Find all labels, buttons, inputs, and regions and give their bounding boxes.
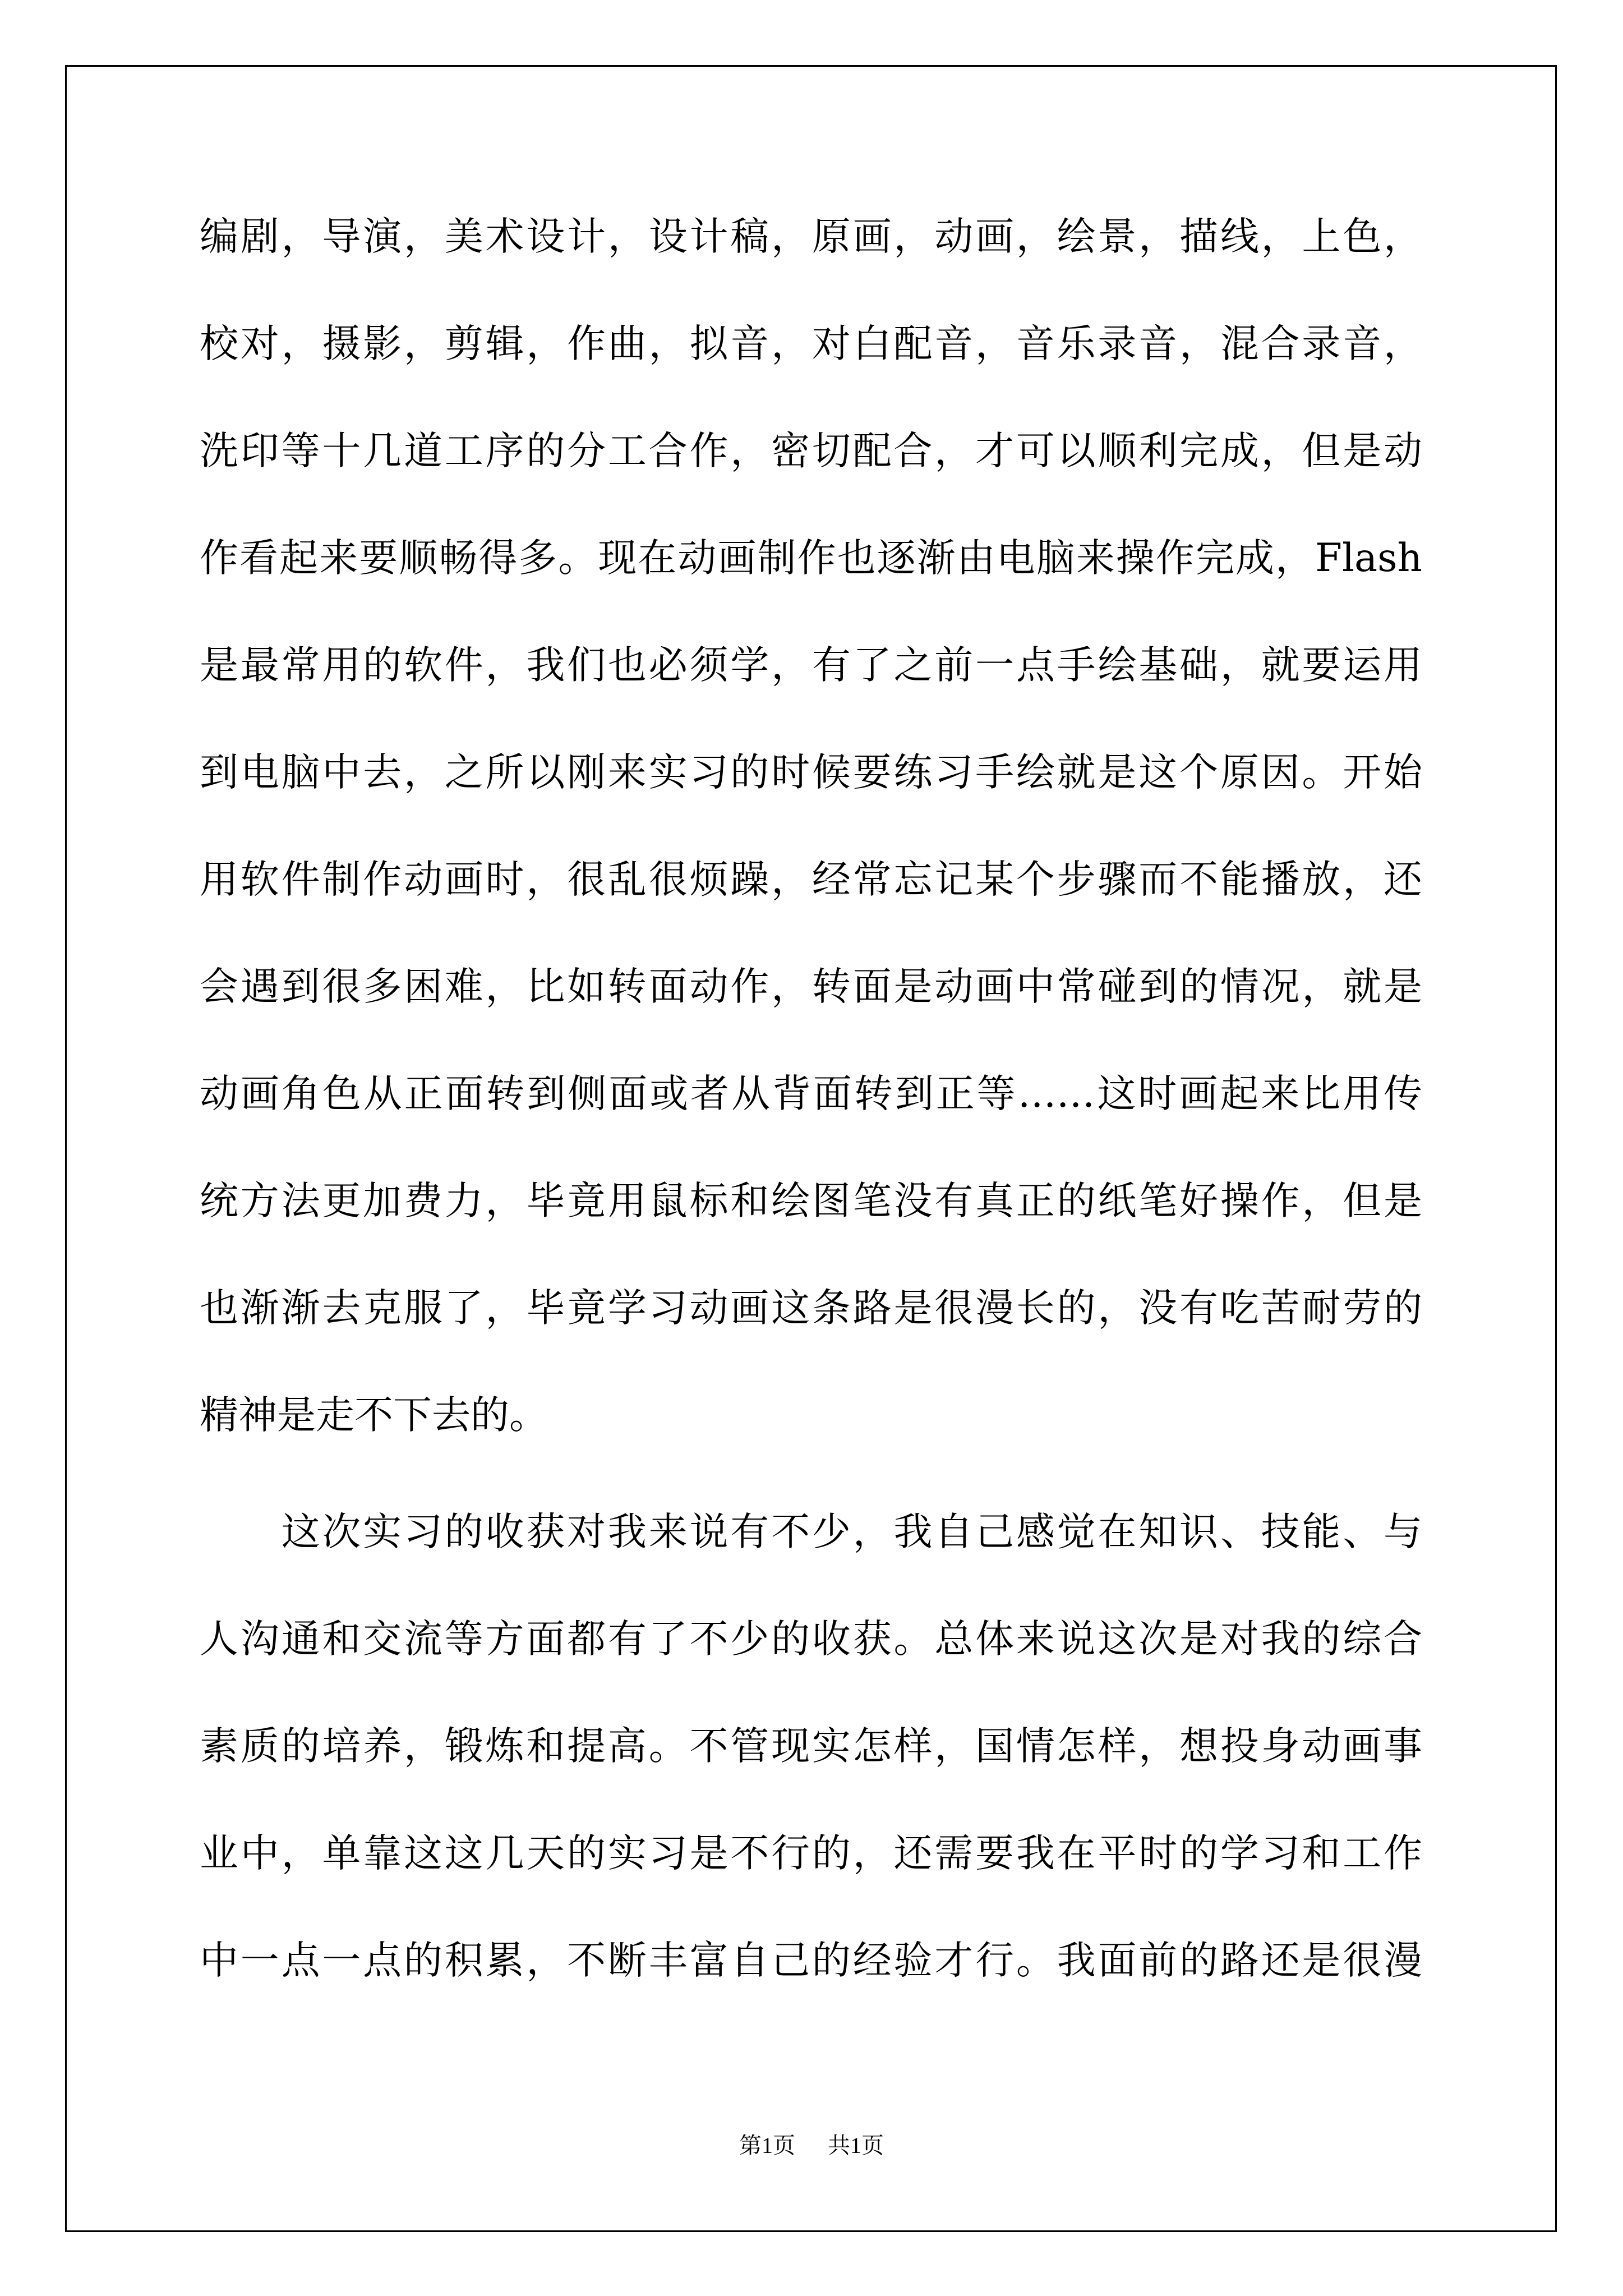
text-line: 校对，摄影，剪辑，作曲，拟音，对白配音，音乐录音，混合录音， xyxy=(200,321,1422,366)
page-total: 共1页 xyxy=(828,2133,884,2158)
paragraph-2 xyxy=(200,1498,1422,2034)
page-footer xyxy=(0,2129,1623,2162)
paragraph-1 xyxy=(200,203,1422,1489)
text-line: 统方法更加费力，毕竟用鼠标和绘图笔没有真正的纸笔好操作，但是 xyxy=(200,1179,1422,1223)
text-line: 精神是走不下去的。 xyxy=(200,1393,548,1438)
document-body xyxy=(200,203,1422,2034)
text-line: 是最常用的软件，我们也必须学，有了之前一点手绘基础，就要运用 xyxy=(200,643,1422,688)
page-number: 第1页 xyxy=(739,2133,795,2158)
text-line: 到电脑中去，之所以刚来实习的时候要练习手绘就是这个原因。开始 xyxy=(200,750,1422,795)
paragraph-gap xyxy=(200,1489,1422,1498)
text-line: 素质的培养，锻炼和提高。不管现实怎样，国情怎样，想投身动画事 xyxy=(200,1724,1422,1769)
text-line: 会遇到很多困难，比如转面动作，转面是动画中常碰到的情况，就是 xyxy=(200,964,1422,1009)
text-line: 业中，单靠这这几天的实习是不行的，还需要我在平时的学习和工作 xyxy=(200,1831,1422,1876)
text-line: 动画角色从正面转到侧面或者从背面转到正等……这时画起来比用传 xyxy=(200,1071,1422,1116)
text-line: 编剧，导演，美术设计，设计稿，原画，动画，绘景，描线，上色， xyxy=(200,214,1422,259)
text-line: 用软件制作动画时，很乱很烦躁，经常忘记某个步骤而不能播放，还 xyxy=(200,857,1422,902)
text-line: 洗印等十几道工序的分工合作，密切配合，才可以顺利完成，但是动 xyxy=(200,429,1422,473)
text-line: 中一点一点的积累，不断丰富自己的经验才行。我面前的路还是很漫 xyxy=(200,1938,1422,1983)
text-line: 作看起来要顺畅得多。现在动画制作也逐渐由电脑来操作完成，Flash xyxy=(200,536,1422,581)
text-line: 人沟通和交流等方面都有了不少的收获。总体来说这次是对我的综合 xyxy=(200,1617,1422,1662)
text-line: 这次实习的收获对我来说有不少，我自己感觉在知识、技能、与 xyxy=(200,1510,1422,1554)
text-line: 也渐渐去克服了，毕竟学习动画这条路是很漫长的，没有吃苦耐劳的 xyxy=(200,1286,1422,1331)
